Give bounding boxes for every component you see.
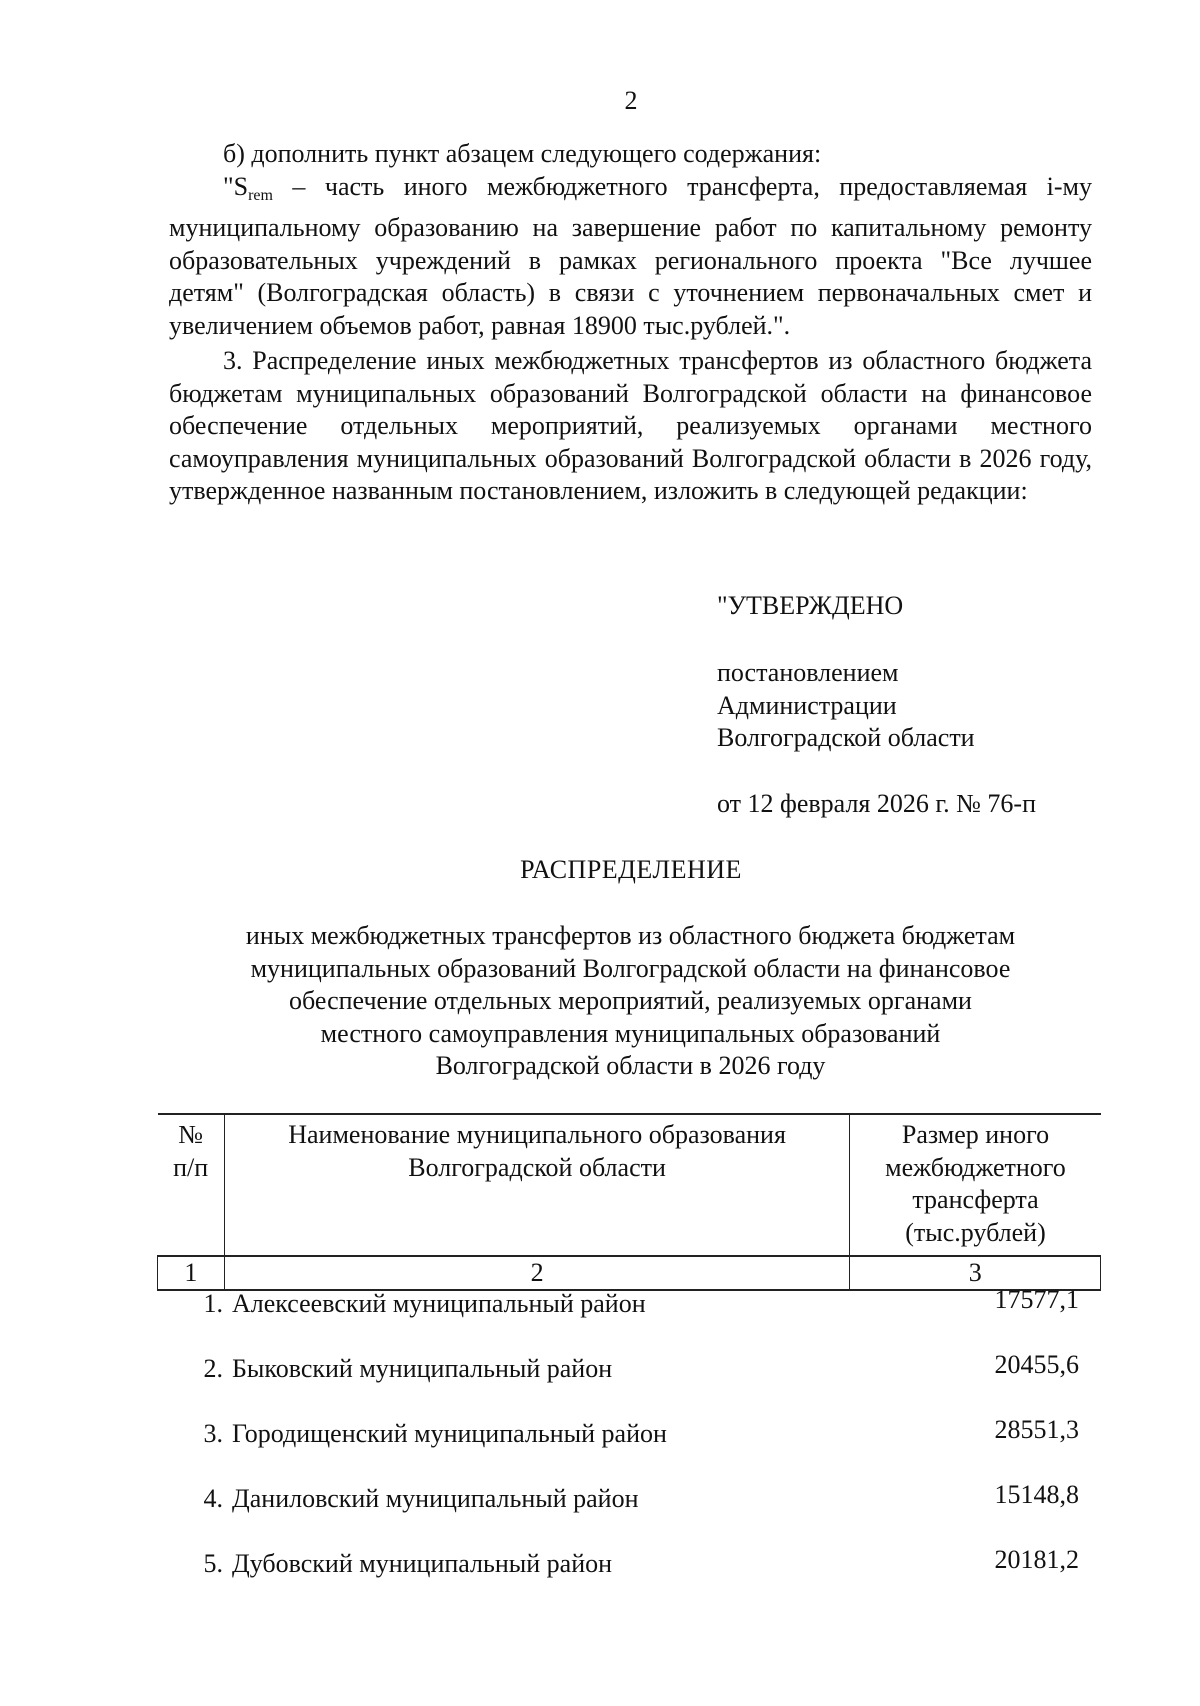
header-name-line-1: Наименование муниципального образования [288, 1120, 786, 1149]
header-amount-line-4: (тыс.рублей) [905, 1217, 1046, 1247]
header-amount-line-1: Размер иного [901, 1120, 1050, 1149]
header-name-col [224, 1114, 850, 1256]
document-title: РАСПРЕДЕЛЕНИЕ [520, 855, 742, 884]
srem-text: – часть иного межбюджетного трансферта, предоставляемая i-му муниципальному образованию на завершение работ по капитальному ремонту образовательных учреждений в рамках регионального проекта "Все лучшее детям" (Волгоградская область) в связи с уточнением первоначальных смет и увеличением объемов работ, равная 18900 тыс.рублей.". [169, 171, 1092, 340]
table-row [157, 1285, 1101, 1350]
table-row [157, 1480, 1101, 1545]
header-name-line-2: Волгоградской области [408, 1152, 666, 1182]
table-header-row [158, 1114, 1101, 1256]
approval-block [717, 657, 975, 755]
municipality-name: Даниловский муниципальный район [232, 1484, 639, 1513]
transfer-amount: 20455,6 [994, 1350, 1079, 1379]
paragraph-item-3: 3. Распределение иных межбюджетных трансфертов из областного бюджета бюджетам муниципальных образований Волгоградской области на финансовое обеспечение отдельных мероприятий, реализуемых органами местного самоуправления муниципальных образований Волгоградской области в 2026 году, утвержденное названным постановлением, изложить в следующей редакции: [169, 346, 1092, 505]
approval-line-1: постановлением [717, 658, 899, 687]
column-number: 3 [850, 1256, 1101, 1290]
municipality-name: Дубовский муниципальный район [232, 1549, 613, 1578]
srem-subscript: rem [248, 186, 273, 204]
row-number: 3. [203, 1419, 223, 1448]
column-number: 2 [224, 1256, 850, 1290]
header-amount-line-2: межбюджетного [885, 1152, 1066, 1182]
municipality-name: Алексеевский муниципальный район [232, 1289, 646, 1318]
transfer-amount: 17577,1 [994, 1285, 1079, 1314]
body-text [169, 138, 1092, 508]
transfer-amount: 20181,2 [994, 1545, 1079, 1574]
open-quote: " [223, 171, 234, 201]
header-pp: п/п [173, 1152, 209, 1182]
approval-date-line: от 12 февраля 2026 г. № 76-п [717, 789, 1036, 818]
subtitle-line: обеспечение отдельных мероприятий, реализуемых органами [289, 986, 972, 1015]
municipality-name: Городищенский муниципальный район [232, 1419, 667, 1448]
transfer-amount: 15148,8 [994, 1480, 1079, 1509]
row-number: 1. [203, 1289, 223, 1318]
paragraph-amendment-b: б) дополнить пункт абзацем следующего содержания: [223, 139, 822, 168]
column-number: 1 [158, 1256, 225, 1290]
row-number: 5. [203, 1549, 223, 1578]
paragraph-srem-definition [169, 171, 1092, 343]
row-number: 2. [203, 1354, 223, 1383]
subtitle-line: иных межбюджетных трансфертов из областного бюджета бюджетам [245, 921, 1016, 950]
approval-stamp-heading [717, 590, 903, 623]
approval-date [717, 788, 1036, 821]
approval-line-2: Администрации [717, 690, 897, 720]
subtitle-line: Волгоградской области в 2026 году [435, 1051, 826, 1080]
srem-symbol: S [233, 171, 249, 201]
subtitle-line: муниципальных образований Волгоградской области на финансовое [250, 953, 1011, 983]
distribution-table-header [157, 1113, 1101, 1291]
page-number: 2 [624, 86, 638, 115]
distribution-table-body [157, 1285, 1101, 1610]
document-subtitle [169, 920, 1092, 1083]
approval-heading: "УТВЕРЖДЕНО [717, 591, 904, 620]
header-amount-line-3: трансферта [912, 1185, 1039, 1214]
approval-line-3: Волгоградской области [717, 723, 975, 752]
transfer-amount: 28551,3 [994, 1415, 1079, 1444]
table-row [157, 1415, 1101, 1480]
header-number-col [158, 1114, 225, 1256]
header-amount-col [850, 1114, 1101, 1256]
table-row [157, 1545, 1101, 1610]
header-number-sign: № [178, 1120, 203, 1149]
municipality-name: Быковский муниципальный район [232, 1354, 613, 1383]
table-row [157, 1350, 1101, 1415]
row-number: 4. [203, 1484, 223, 1513]
subtitle-line: местного самоуправления муниципальных образований [320, 1018, 941, 1048]
